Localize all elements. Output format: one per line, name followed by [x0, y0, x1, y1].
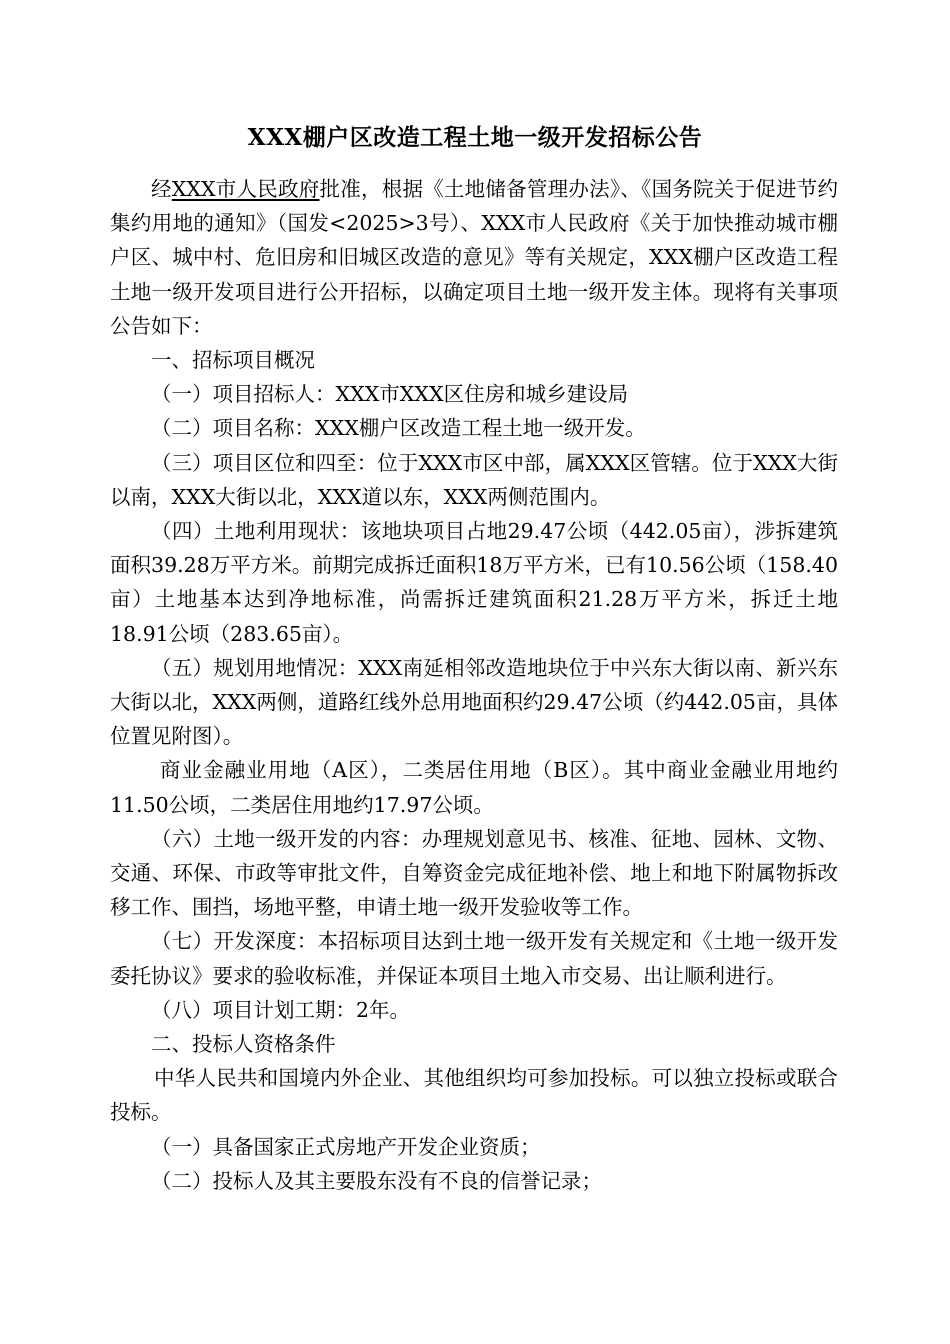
- page-title: XXX棚户区改造工程土地一级开发招标公告: [247, 124, 703, 151]
- intro-paragraph: [110, 172, 838, 343]
- section1-heading: 一、招标项目概况: [151, 348, 315, 373]
- item-2: （二）项目名称：XXX棚户区改造工程土地一级开发。: [151, 416, 646, 441]
- item-8: （八）项目计划工期：2年。: [151, 997, 411, 1022]
- requirement-2: （二）投标人及其主要股东没有不良的信誉记录；: [151, 1168, 602, 1193]
- section2-intro: 中华人民共和国境内外企业、其他组织均可参加投标。可以独立投标或联合投标。: [110, 1066, 838, 1125]
- intro-rest: 批准，根据《土地储备管理办法》、《国务院关于促进节约集约用地的通知》（国发<2025>3号）、XXX市人民政府《关于加快推动城市棚户区、城中村、危旧房和旧城区改造的意见》等有关规定，XXX棚户区改造工程土地一级开发项目进行公开招标，以确定项目土地一级开发主体。现将有关事项公告如下：: [110, 177, 839, 338]
- item-1: （一）项目招标人：XXX市XXX区住房和城乡建设局: [151, 382, 629, 407]
- item-7: （七）开发深度：本招标项目达到土地一级开发有关规定和《土地一级开发委托协议》要求的验收标准，并保证本项目土地入市交易、出让顺利进行。: [110, 929, 838, 988]
- requirement-1: （一）具备国家正式房地产开发企业资质；: [151, 1134, 541, 1159]
- item-5: （五）规划用地情况：XXX南延相邻改造地块位于中兴东大街以南、新兴东大街以北，XXX两侧，道路红线外总用地面积约29.47公顷（约442.05亩，具体位置见附图）。: [110, 655, 838, 749]
- item-6: （六）土地一级开发的内容：办理规划意见书、核准、征地、园林、文物、交通、环保、市政等审批文件，自筹资金完成征地补偿、地上和地下附属物拆改移工作、围挡，场地平整，申请土地一级开发验收等工作。: [110, 826, 838, 920]
- intro-prefix: 经: [151, 177, 172, 201]
- intro-underlined-authority: XXX市人民政府: [171, 177, 320, 201]
- section2-heading: 二、投标人资格条件: [151, 1032, 336, 1057]
- item-5-detail: 商业金融业用地（A区），二类居住用地（B区）。其中商业金融业用地约11.50公顷，二类居住用地约17.97公顷。: [110, 758, 838, 817]
- item-4: （四）土地利用现状：该地块项目占地29.47公顷（442.05亩），涉拆建筑面积39.28万平方米。前期完成拆迁面积18万平方米，已有10.56公顷（158.40亩）土地基本达到净地标准，尚需拆迁建筑面积21.28万平方米，拆迁土地18.91公顷（283.65亩）。: [110, 519, 838, 646]
- item-3: （三）项目区位和四至：位于XXX市区中部，属XXX区管辖。位于XXX大街以南，XXX大街以北，XXX道以东，XXX两侧范围内。: [110, 450, 838, 509]
- document-body: [110, 172, 838, 1198]
